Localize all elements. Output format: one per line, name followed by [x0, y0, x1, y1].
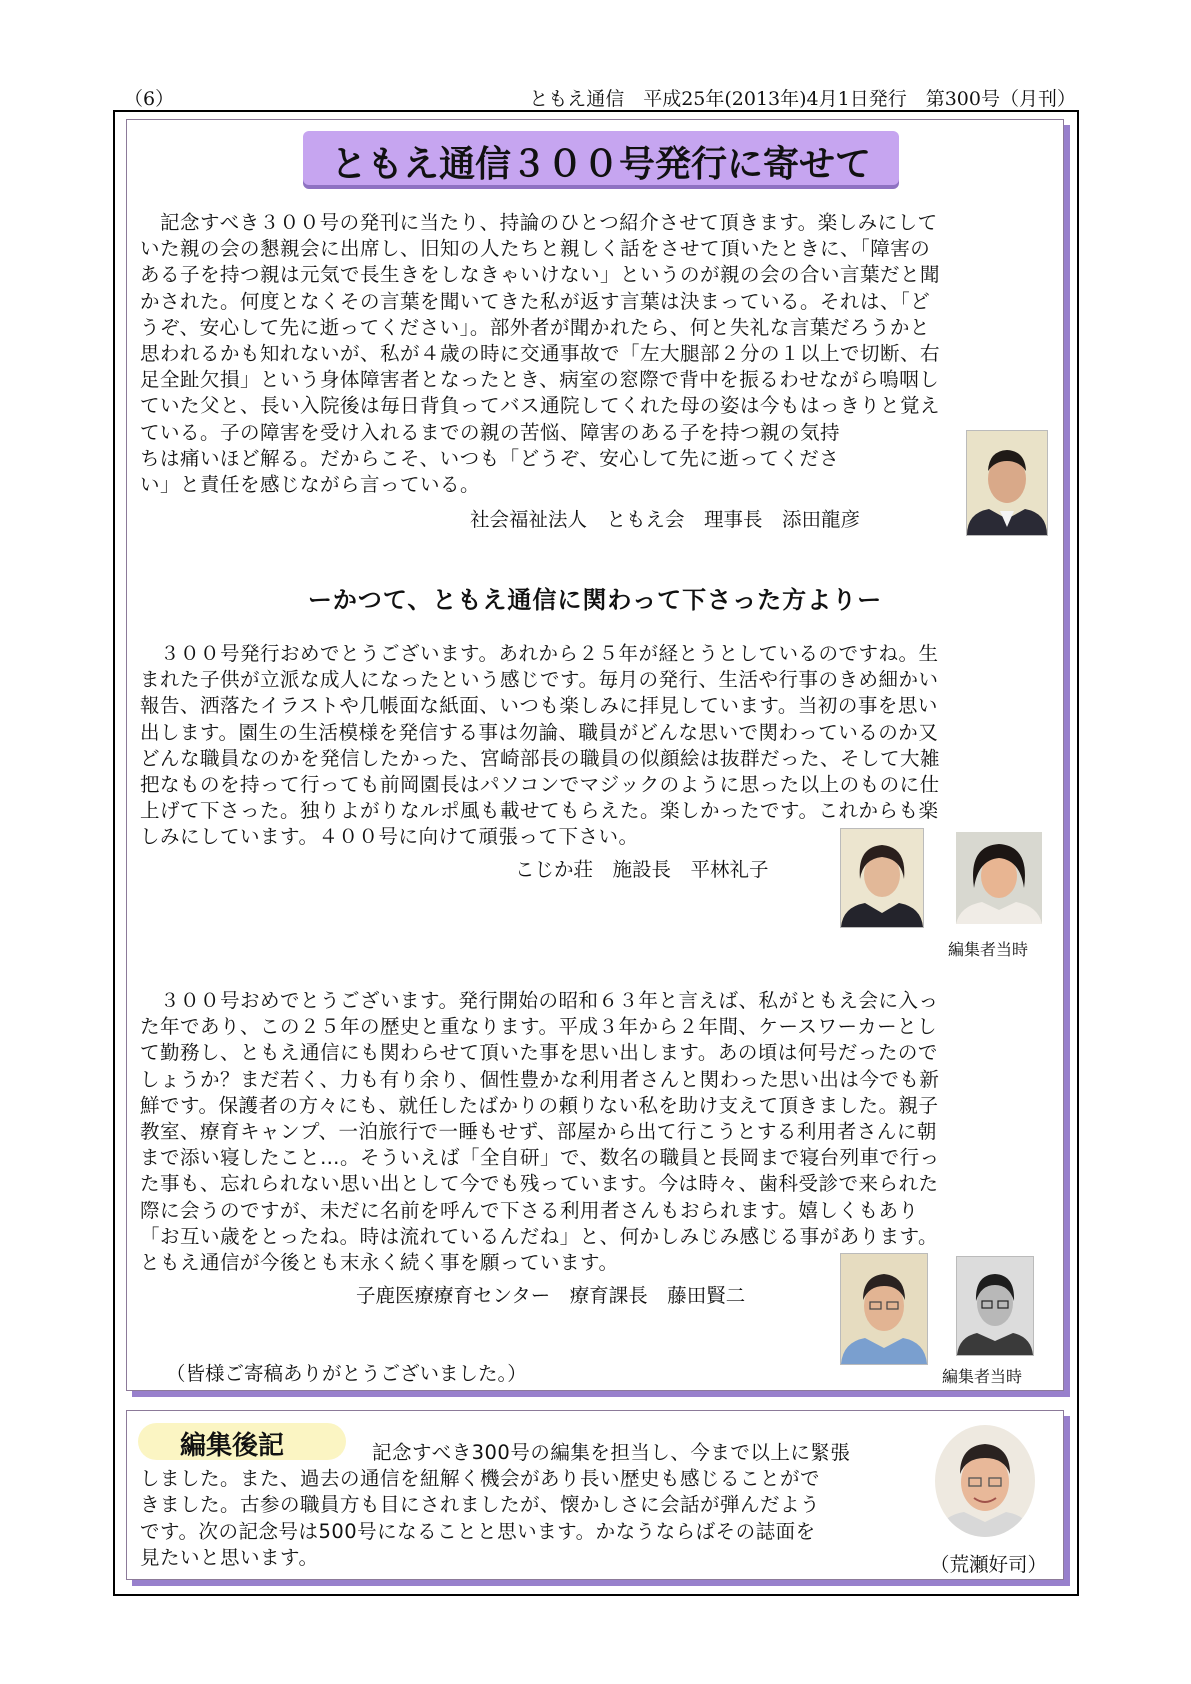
- text-line: 報告、洒落たイラストや几帳面な紙面、いつも楽しみに拝見しています。当初の事を思い: [140, 694, 938, 718]
- text-line: ていた父と、長い入院後は毎日背負ってバス通院してくれた母の姿は今もはっきりと覚え: [140, 394, 941, 418]
- text-line: 上げて下さった。独りよがりなルポ風も載せてもらえた。楽しかったです。これからも楽: [140, 799, 939, 823]
- portrait-photo-hirabayashi-editor-era: [956, 832, 1042, 924]
- portrait-photo-fujita: [840, 1253, 928, 1365]
- text-line: 際に会うのですが、未だに名前を呼んで下さる利用者さんもおられます。嬉しくもあり: [140, 1198, 919, 1222]
- text-line: しみにしています。４００号に向けて頑張って下さい。: [140, 825, 639, 849]
- portrait-photo-arase: [934, 1424, 1036, 1538]
- text-line: きました。古参の職員方も目にされましたが、懐かしさに会話が弾んだよう: [140, 1493, 821, 1517]
- text-line: 記念すべき３００号の発刊に当たり、持論のひとつ紹介させて頂きます。楽しみにして: [140, 211, 938, 234]
- text-line: ている。子の障害を受け入れるまでの親の苦悩、障害のある子を持つ親の気持: [140, 420, 841, 444]
- text-line: かされた。何度となくその言葉を聞いてきた私が返す言葉は決まっている。それは、「ど: [140, 289, 931, 313]
- text-line: ３００号発行おめでとうございます。あれから２５年が経とうとしているのですね。生: [140, 642, 939, 665]
- portrait-icon: [967, 431, 1047, 535]
- thanks-note: （皆様ご寄稿ありがとうございました。）: [166, 1362, 527, 1385]
- text-line: た事も、忘れられない思い出として今でも残っています。今は時々、歯科受診で来られた: [140, 1172, 939, 1196]
- text-line: 足全趾欠損」という身体障害者となったとき、病室の窓際で背中を振るわせながら嗚咽し: [140, 368, 940, 392]
- portrait-icon: [841, 829, 923, 927]
- text-line: ちは痛いほど解る。だからこそ、いつも「どうぞ、安心して先に逝ってくださ: [140, 446, 840, 470]
- section1-signature: 社会福祉法人 ともえ会 理事長 添田龍彦: [470, 508, 861, 531]
- afterword-text: [140, 1440, 850, 1571]
- text-line: しょうか？まだ若く、力も有り余り、個性豊かな利用者さんと関わった思い出は今でも新: [140, 1067, 940, 1091]
- text-line: 出します。園生の生活模様を発信する事は勿論、職員がどんな思いで関わっているのか又: [140, 720, 939, 744]
- portrait-photo-hirabayashi: [840, 828, 924, 928]
- text-line: て勤務し、ともえ通信にも関わらせて頂いた事を思い出します。あの頃は何号だったので: [140, 1041, 938, 1065]
- section3-signature: 子鹿医療療育センター 療育課長 藤田賢二: [356, 1284, 746, 1307]
- text-line: ともえ通信が今後とも末永く続く事を願っています。: [140, 1250, 619, 1274]
- afterword-title: 編集後記: [180, 1431, 285, 1461]
- portrait-photo-fujita-editor-era: [956, 1256, 1034, 1356]
- portrait-photo-director: [966, 430, 1048, 536]
- text-line: ３００号おめでとうございます。発行開始の昭和６３年と言えば、私がともえ会に入っ: [140, 989, 939, 1012]
- text-line: 見たいと思います。: [140, 1545, 319, 1569]
- afterword-author: （荒瀬好司）: [930, 1553, 1048, 1576]
- text-line: 思われるかも知れないが、私が４歳の時に交通事故で「左大腿部２分の１以上で切断、右: [140, 341, 941, 365]
- section2-heading: ーかつて、ともえ通信に関わって下さった方よりー: [307, 586, 883, 614]
- text-line: ある子を持つ親は元気で長生きをしなきゃいけない」というのが親の会の合い言葉だと聞: [140, 263, 941, 287]
- text-line: 把なものを持って行っても前岡園長はパソコンでマジックのように思った以上のものに仕: [140, 772, 940, 796]
- issue-line: ともえ通信 平成25年(2013年)4月1日発行 第300号（月刊）: [529, 88, 1076, 110]
- page-header: [124, 82, 1076, 110]
- portrait-icon: [956, 832, 1042, 924]
- section3-text: [140, 988, 940, 1276]
- text-line: 「お互い歳をとったね。時は流れているんだね」と、何かしみじみ感じる事があります。: [140, 1224, 939, 1248]
- title-banner: [303, 131, 899, 185]
- page-title: ともえ通信３００号発行に寄せて: [330, 144, 871, 185]
- text-line: です。次の記念号は500号になることと思います。かなうならばその誌面を: [140, 1519, 816, 1543]
- text-line: どんな職員なのかを発信したかった、宮崎部長の職員の似顔絵は抜群だった、そして大雑: [140, 746, 941, 770]
- text-line: た年であり、この２５年の歴史と重なります。平成３年から２年間、ケースワーカーとし: [140, 1015, 938, 1039]
- text-line: しました。また、過去の通信を紐解く機会があり長い歴史も感じることがで: [140, 1467, 821, 1491]
- section2-text: [140, 641, 940, 851]
- text-line: 鮮です。保護者の方々にも、就任したばかりの頼りない私を助け支えて頂きました。親子: [140, 1093, 939, 1117]
- section2-photo-caption: 編集者当時: [948, 940, 1029, 959]
- section3-photo-caption: 編集者当時: [942, 1367, 1023, 1386]
- text-line: まれた子供が立派な成人になったという感じです。毎月の発行、生活や行事のきめ細かい: [140, 668, 939, 692]
- text-line: い」と責任を感じながら言っている。: [140, 472, 481, 496]
- section2-signature: こじか荘 施設長 平林礼子: [515, 858, 769, 881]
- portrait-icon: [841, 1254, 927, 1364]
- text-line: いた親の会の懇親会に出席し、旧知の人たちと親しく話をさせて頂いたときに、「障害の: [140, 237, 931, 261]
- portrait-icon: [934, 1424, 1036, 1538]
- text-line: うぞ、安心して先に逝ってください」。部外者が聞かれたら、何と失礼な言葉だろうかと: [140, 315, 930, 339]
- page-number: （6）: [124, 88, 175, 110]
- section1-text: [140, 210, 940, 498]
- text-line: 記念すべき300号の編集を担当し、今まで以上に緊張: [372, 1441, 851, 1464]
- text-line: まで添い寝したこと…。そういえば「全自研」で、数名の職員と長岡まで寝台列車で行っ: [140, 1146, 940, 1170]
- text-line: 教室、療育キャンプ、一泊旅行で一睡もせず、部屋から出て行こうとする利用者さんに朝: [140, 1119, 937, 1143]
- portrait-icon: [957, 1257, 1033, 1355]
